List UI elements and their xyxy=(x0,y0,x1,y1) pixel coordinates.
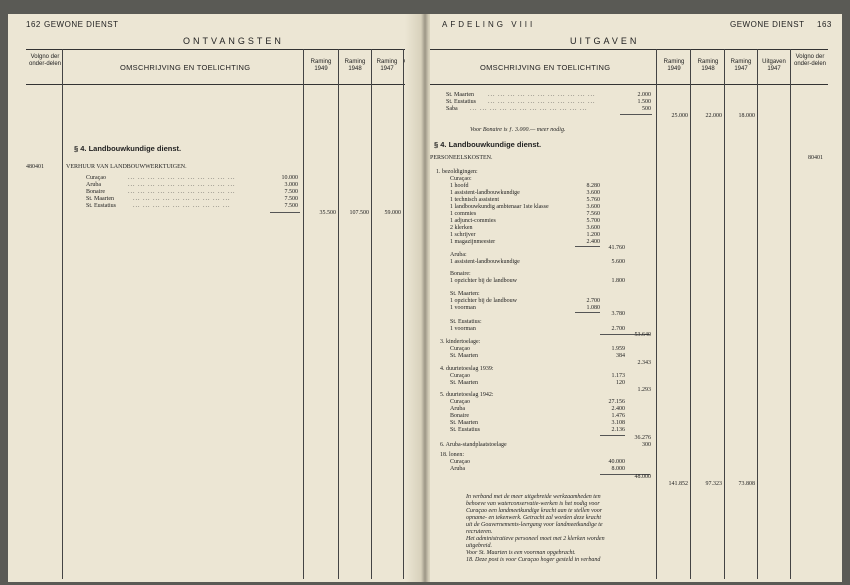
item-label: 1 schrijver xyxy=(450,232,476,238)
item-label: 1 landbouwkundig ambtenaar 1ste klasse xyxy=(450,204,549,210)
col-raming1949: Raming 1949 xyxy=(310,59,332,72)
item-amount: 2.700 xyxy=(586,298,600,304)
right-page xyxy=(430,14,842,582)
total-raming1947: 59.000 xyxy=(384,210,401,216)
center-running-head: AFDELING VIII xyxy=(442,20,536,29)
section-heading: § 4. Landbouwkundige dienst. xyxy=(434,140,542,149)
col-raming1949: Raming 1949 xyxy=(663,59,685,72)
row-amount: 3.000 xyxy=(284,182,298,188)
item-amount: 5.760 xyxy=(586,197,600,203)
row-amount: 2.000 xyxy=(637,92,651,98)
col-description: OMSCHRIJVING EN TOELICHTING xyxy=(480,63,611,72)
col-raming1948: Raming 1948 xyxy=(344,59,366,72)
group-title: 3. kindertoelage: xyxy=(440,339,481,345)
top-note: Voor Bonaire is ƒ. 3.000.— meer nodig. xyxy=(470,127,566,133)
header-bottom-rule xyxy=(430,84,828,85)
top-total-raming1949: 25.000 xyxy=(671,113,688,119)
item-amount: 8.000 xyxy=(611,466,625,472)
header-top-rule xyxy=(26,49,426,50)
group-title: 5. duurtetoeslag 1942: xyxy=(440,392,494,398)
item-amount: 2.400 xyxy=(611,406,625,412)
subtotal: 3.780 xyxy=(611,311,625,317)
leader-dots: ... ... ... ... ... ... ... ... ... ... ... xyxy=(128,175,236,181)
row-amount: 500 xyxy=(642,106,651,112)
top-total-raming1948: 22.000 xyxy=(705,113,722,119)
group-title: 4. duurtetoeslag 1939: xyxy=(440,366,494,372)
item-amount: 27.156 xyxy=(608,399,625,405)
item-amount: 3.600 xyxy=(586,225,600,231)
sum-rule xyxy=(270,212,300,213)
item-label: Curaçao xyxy=(450,459,470,465)
item-amount: 8.280 xyxy=(586,183,600,189)
sum-rule xyxy=(620,114,652,115)
item-label: 1 opzichter bij de landbouw xyxy=(450,298,517,304)
group-subtitle: St. Maarten: xyxy=(450,291,480,297)
item-label: 1 technisch assistent xyxy=(450,197,499,203)
row-label: St. Maarten xyxy=(86,196,114,202)
item-label: Aruba xyxy=(450,406,465,412)
item-label: Curaçao xyxy=(450,399,470,405)
note-line: Het administratieve personeel moet met 2 klerken worden xyxy=(466,536,605,542)
col-divider xyxy=(757,49,758,579)
col-divider xyxy=(690,49,691,579)
row-label: Bonaire xyxy=(86,189,105,195)
row-amount: 7.500 xyxy=(284,189,298,195)
note-line: Voor St. Maarten is een voorman opgebracht. xyxy=(466,550,576,556)
note-line: Curaçao een landmeetkundige kracht aan te stellen voor xyxy=(466,508,603,514)
group-title: 1. bezoldigingen: xyxy=(436,169,478,175)
col-raming1947: Raming 1947 xyxy=(730,59,752,72)
item-label: St. Eustatius xyxy=(450,427,481,433)
item-amount: 1.959 xyxy=(611,346,625,352)
right-page-number: 163 xyxy=(817,20,832,29)
group-subtitle: Aruba: xyxy=(450,252,467,258)
row-label: Aruba xyxy=(86,182,101,188)
header-bottom-rule xyxy=(26,84,426,85)
col-volgno: Volgno der onder-delen xyxy=(793,54,827,67)
top-total-raming1947: 18.000 xyxy=(738,113,755,119)
section-volgno: 80401 xyxy=(808,155,823,161)
note-line: uitgebreid. xyxy=(466,543,492,549)
item-amount: 40.000 xyxy=(608,459,625,465)
item-amount: 1.080 xyxy=(586,305,600,311)
item-amount: 1.200 xyxy=(586,232,600,238)
item-amount: 300 xyxy=(642,442,651,448)
item-amount: 1.800 xyxy=(611,278,625,284)
group-total: 2.343 xyxy=(637,360,651,366)
item-amount: 2.400 xyxy=(586,239,600,245)
item-label: St. Maarten xyxy=(450,353,478,359)
item-amount: 2.700 xyxy=(611,326,625,332)
col-divider xyxy=(790,49,791,579)
leader-dots: ... ... ... ... ... ... ... ... ... ... ... xyxy=(488,92,596,98)
group-subtitle: Curaçao: xyxy=(450,176,472,182)
section-subheading: VERHUUR VAN LANDBOUWWERKTUIGEN. xyxy=(66,164,187,170)
item-amount: 3.108 xyxy=(611,420,625,426)
col-divider xyxy=(724,49,725,579)
item-label: 6. Aruba-standplaatstoelage xyxy=(440,442,507,448)
leader-dots: ... ... ... ... ... ... ... ... ... ... ... xyxy=(128,189,236,195)
group-total: 36.276 xyxy=(634,435,651,441)
row-amount: 10.000 xyxy=(281,175,298,181)
group-total: 53.640 xyxy=(634,332,651,338)
col-divider xyxy=(303,49,304,579)
item-label: Bonaire xyxy=(450,413,469,419)
item-label: St. Maarten xyxy=(450,380,478,386)
section-total-raming1948: 97.323 xyxy=(705,481,722,487)
item-label: 1 voorman xyxy=(450,305,476,311)
right-running-head: GEWONE DIENST xyxy=(730,20,805,29)
left-page xyxy=(8,14,428,582)
note-line: In verband met de meer uitgebreide werkzaamheden ten xyxy=(466,494,601,500)
col-divider xyxy=(338,49,339,579)
item-label: 1 magazijnmeester xyxy=(450,239,496,245)
col-raming1947: Raming 1947 xyxy=(376,59,398,72)
col-raming1948: Raming 1948 xyxy=(697,59,719,72)
subtotal: 41.760 xyxy=(608,245,625,251)
item-amount: 3.600 xyxy=(586,204,600,210)
row-label: Curaçao xyxy=(86,175,106,181)
note-line: behoeve van waterconservatie-werken is het nodig voor xyxy=(466,501,600,507)
row-label: St. Eustatius xyxy=(86,203,117,209)
item-amount: 3.600 xyxy=(586,190,600,196)
group-title: 18. lonen: xyxy=(440,452,464,458)
item-label: 1 adjunct-commies xyxy=(450,218,496,224)
item-amount: 5.700 xyxy=(586,218,600,224)
left-section-title: ONTVANGSTEN xyxy=(183,36,284,46)
col-description: OMSCHRIJVING EN TOELICHTING xyxy=(120,63,251,72)
col-divider xyxy=(656,49,657,579)
row-amount: 7.500 xyxy=(284,203,298,209)
header-top-rule xyxy=(430,49,828,50)
note-line: opname- en tekenwerk. Getracht zal worden deze kracht xyxy=(466,515,602,521)
leader-dots: ... ... ... ... ... ... ... ... ... ... ... ... xyxy=(470,106,588,112)
group-total: 48.000 xyxy=(634,474,651,480)
section-volgno: 480401 xyxy=(26,164,44,170)
row-amount: 7.500 xyxy=(284,196,298,202)
item-label: 1 assistent-landbouwkundige xyxy=(450,190,520,196)
left-running-head: GEWONE DIENST xyxy=(44,20,119,29)
col-volgno: Volgno der onder-delen xyxy=(28,54,62,67)
left-page-number: 162 xyxy=(26,20,41,29)
note-line: recruteren. xyxy=(466,529,493,535)
total-raming1949: 35.500 xyxy=(319,210,336,216)
item-label: 1 hoofd xyxy=(450,183,469,189)
note-line: 18. Deze post is voor Curaçao hoger gesteld in verband xyxy=(466,557,601,563)
col-uitgaven1947: Uitgaven 1947 xyxy=(762,59,786,72)
leader-dots: ... ... ... ... ... ... ... ... ... ... xyxy=(133,203,231,209)
col-divider xyxy=(62,49,63,579)
item-amount: 120 xyxy=(616,380,625,386)
item-label: 2 klerken xyxy=(450,225,473,231)
item-amount: 7.560 xyxy=(586,211,600,217)
row-amount: 1.500 xyxy=(637,99,651,105)
right-section-title: UITGAVEN xyxy=(570,36,640,46)
row-label: St. Maarten xyxy=(446,92,474,98)
col-divider xyxy=(403,49,404,579)
item-label: St. Maarten xyxy=(450,420,478,426)
section-total-raming1949: 141.852 xyxy=(668,481,688,487)
note-line: uit de Gouvernements-leergang voor landmeetkundige te xyxy=(466,522,603,528)
group-subtitle: Bonaire: xyxy=(450,271,471,277)
item-label: 1 opzichter bij de landbouw xyxy=(450,278,517,284)
row-label: St. Eustatius xyxy=(446,99,477,105)
item-label: 1 commies xyxy=(450,211,477,217)
item-amount: 2.136 xyxy=(611,427,625,433)
section-subheading: PERSONEELSKOSTEN. xyxy=(430,155,493,161)
item-amount: 1.476 xyxy=(611,413,625,419)
leader-dots: ... ... ... ... ... ... ... ... ... ... xyxy=(133,196,231,202)
item-label: 1 assistent-landbouwkundige xyxy=(450,259,520,265)
item-amount: 384 xyxy=(616,353,625,359)
section-total-raming1947: 73.808 xyxy=(738,481,755,487)
item-amount: 1.173 xyxy=(611,373,625,379)
group-total: 1.293 xyxy=(637,387,651,393)
item-label: Curaçao xyxy=(450,373,470,379)
leader-dots: ... ... ... ... ... ... ... ... ... ... ... xyxy=(128,182,236,188)
item-amount: 5.600 xyxy=(611,259,625,265)
leader-dots: ... ... ... ... ... ... ... ... ... ... ... xyxy=(488,99,596,105)
item-label: 1 voorman xyxy=(450,326,476,332)
row-label: Saba xyxy=(446,106,458,112)
group-subtitle: St. Eustatius: xyxy=(450,319,482,325)
section-heading: § 4. Landbouwkundige dienst. xyxy=(74,144,182,153)
item-label: Curaçao xyxy=(450,346,470,352)
col-divider xyxy=(371,49,372,579)
item-label: Aruba xyxy=(450,466,465,472)
total-raming1948: 107.500 xyxy=(349,210,369,216)
